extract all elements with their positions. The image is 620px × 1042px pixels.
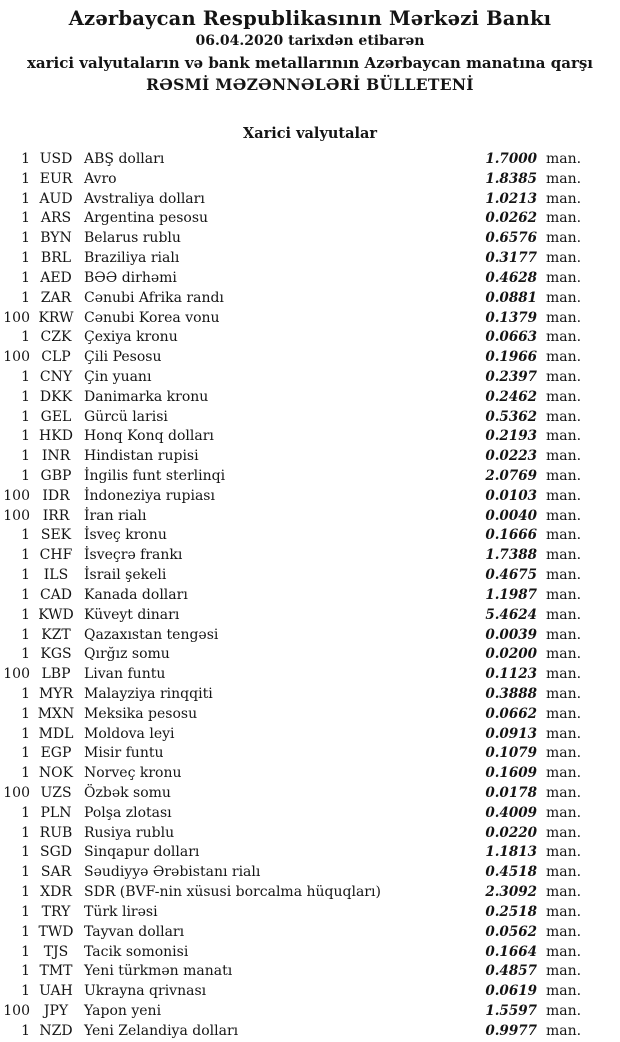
currency-rate: 0.1966 bbox=[485, 349, 537, 366]
currency-quantity: 1 bbox=[21, 468, 30, 484]
currency-unit: man. bbox=[546, 230, 582, 247]
rate-row bbox=[0, 863, 620, 883]
currency-unit: man. bbox=[546, 626, 582, 643]
currency-name: Norveç kronu bbox=[84, 765, 182, 782]
currency-name: Hindistan rupisi bbox=[84, 448, 199, 465]
currency-rate: 1.1987 bbox=[485, 586, 537, 603]
currency-unit: man. bbox=[546, 745, 582, 762]
currency-unit: man. bbox=[546, 666, 582, 683]
currency-rate: 0.0223 bbox=[485, 448, 537, 465]
rate-row bbox=[0, 190, 620, 210]
currency-unit: man. bbox=[546, 884, 582, 901]
currency-quantity: 100 bbox=[3, 666, 30, 683]
currency-rate: 0.0881 bbox=[485, 289, 537, 306]
currency-quantity: 1 bbox=[21, 547, 30, 564]
currency-name: İsrail şekeli bbox=[84, 567, 167, 584]
currency-quantity: 1 bbox=[21, 408, 30, 425]
currency-rate: 0.4628 bbox=[485, 269, 537, 286]
rate-row bbox=[0, 328, 620, 348]
currency-rate: 0.4518 bbox=[485, 864, 537, 881]
currency-code: USD bbox=[39, 151, 73, 167]
currency-code: INR bbox=[41, 448, 71, 465]
currency-code: XDR bbox=[40, 884, 72, 901]
rate-row bbox=[0, 943, 620, 963]
rate-row bbox=[0, 982, 620, 1002]
currency-rate: 1.1813 bbox=[485, 844, 537, 861]
currency-code: AED bbox=[40, 269, 72, 286]
currency-quantity: 1 bbox=[21, 685, 30, 702]
currency-code: EGP bbox=[40, 745, 72, 762]
currency-quantity: 1 bbox=[21, 923, 30, 940]
rate-row bbox=[0, 784, 620, 804]
currency-unit: man. bbox=[546, 1002, 582, 1019]
currency-code: EUR bbox=[39, 170, 73, 187]
currency-code: LBP bbox=[41, 666, 71, 683]
currency-quantity: 1 bbox=[21, 567, 30, 584]
currency-rate: 1.7388 bbox=[485, 547, 537, 564]
currency-name: Türk lirəsi bbox=[84, 903, 158, 920]
currency-name: Misir funtu bbox=[84, 745, 164, 762]
currency-quantity: 1 bbox=[21, 428, 30, 445]
currency-name: Belarus rublu bbox=[84, 230, 181, 247]
rate-row bbox=[0, 249, 620, 269]
currency-code: ARS bbox=[40, 210, 72, 227]
currency-rate: 0.2518 bbox=[485, 903, 537, 920]
currency-code: TMT bbox=[39, 963, 73, 980]
rate-row bbox=[0, 923, 620, 943]
currency-quantity: 1 bbox=[21, 864, 30, 881]
currency-rate: 0.0913 bbox=[485, 725, 537, 742]
currency-rate: 2.0769 bbox=[485, 468, 537, 484]
currency-unit: man. bbox=[546, 943, 582, 960]
currency-unit: man. bbox=[546, 983, 582, 1000]
currency-quantity: 1 bbox=[21, 884, 30, 901]
currency-name: Ukrayna qrivnası bbox=[84, 983, 207, 1000]
currency-unit: man. bbox=[546, 190, 582, 207]
currency-unit: man. bbox=[546, 725, 582, 742]
rate-row bbox=[0, 546, 620, 566]
currency-unit: man. bbox=[546, 646, 582, 663]
rate-row bbox=[0, 209, 620, 229]
rate-row bbox=[0, 685, 620, 705]
rate-row bbox=[0, 487, 620, 507]
rate-row bbox=[0, 348, 620, 368]
currency-rate: 0.2462 bbox=[485, 388, 537, 405]
currency-code: UAH bbox=[39, 983, 73, 1000]
currency-code: SGD bbox=[40, 844, 72, 861]
currency-name: Tayvan dolları bbox=[84, 923, 185, 940]
currency-name: SDR (BVF-nin xüsusi borcalma hüquqları) bbox=[84, 884, 381, 901]
currency-unit: man. bbox=[546, 586, 582, 603]
currency-unit: man. bbox=[546, 151, 582, 167]
currency-unit: man. bbox=[546, 705, 582, 722]
rate-row bbox=[0, 289, 620, 309]
currency-quantity: 1 bbox=[21, 151, 30, 167]
currency-unit: man. bbox=[546, 250, 582, 267]
currency-unit: man. bbox=[546, 170, 582, 187]
currency-rate: 0.2397 bbox=[485, 368, 537, 385]
currency-quantity: 1 bbox=[21, 1022, 30, 1039]
currency-rate: 1.5597 bbox=[485, 1002, 537, 1019]
currency-rate: 0.1609 bbox=[485, 765, 537, 782]
currency-name: Moldova leyi bbox=[84, 725, 175, 742]
currency-unit: man. bbox=[546, 804, 582, 821]
currency-quantity: 1 bbox=[21, 626, 30, 643]
currency-quantity: 1 bbox=[21, 586, 30, 603]
currency-unit: man. bbox=[546, 567, 582, 584]
currency-unit: man. bbox=[546, 507, 582, 524]
currency-code: DKK bbox=[39, 388, 73, 405]
rate-row bbox=[0, 526, 620, 546]
currency-unit: man. bbox=[546, 487, 582, 504]
currency-unit: man. bbox=[546, 963, 582, 980]
rate-row bbox=[0, 150, 620, 170]
currency-quantity: 1 bbox=[21, 824, 30, 841]
currency-rate: 0.4009 bbox=[485, 804, 537, 821]
currency-code: SAR bbox=[40, 864, 72, 881]
currency-name: Yapon yeni bbox=[84, 1002, 162, 1019]
currency-unit: man. bbox=[546, 685, 582, 702]
currency-name: Malayziya rinqqiti bbox=[84, 685, 213, 702]
currency-code: CZK bbox=[40, 329, 72, 346]
currency-code: BYN bbox=[40, 230, 72, 247]
currency-quantity: 1 bbox=[21, 388, 30, 405]
currency-code: AUD bbox=[39, 190, 73, 207]
currency-rate: 0.1664 bbox=[485, 943, 537, 960]
currency-quantity: 1 bbox=[21, 170, 30, 187]
subject-line: xarici valyutaların və bank metallarının Azərbaycan manatına qarşı bbox=[26, 54, 594, 72]
currency-name: Avro bbox=[84, 170, 117, 187]
currency-rate: 0.0178 bbox=[485, 785, 537, 801]
currency-name: Səudiyyə Ərəbistanı rialı bbox=[84, 864, 261, 881]
currency-unit: man. bbox=[546, 468, 582, 484]
currency-unit: man. bbox=[546, 844, 582, 861]
currency-unit: man. bbox=[546, 408, 582, 425]
currency-rate: 0.1079 bbox=[485, 745, 537, 762]
currency-code: CNY bbox=[39, 368, 73, 385]
currency-quantity: 100 bbox=[3, 487, 30, 504]
currency-code: KZT bbox=[41, 626, 71, 643]
currency-unit: man. bbox=[546, 269, 582, 286]
currency-name: Livan funtu bbox=[84, 666, 166, 683]
rate-row bbox=[0, 606, 620, 626]
currency-quantity: 100 bbox=[3, 785, 30, 801]
currency-quantity: 1 bbox=[21, 943, 30, 960]
currency-quantity: 1 bbox=[21, 289, 30, 306]
currency-code: NZD bbox=[39, 1022, 73, 1039]
currency-name: İndoneziya rupiası bbox=[84, 487, 215, 504]
currency-rate: 0.9977 bbox=[485, 1022, 537, 1039]
currency-quantity: 100 bbox=[3, 507, 30, 524]
currency-code: PLN bbox=[40, 804, 72, 821]
currency-rate: 0.1666 bbox=[485, 527, 537, 544]
rate-row bbox=[0, 467, 620, 487]
rate-row bbox=[0, 229, 620, 249]
currency-name: Yeni türkmən manatı bbox=[84, 963, 233, 980]
rate-row bbox=[0, 368, 620, 388]
currency-unit: man. bbox=[546, 527, 582, 544]
rate-row bbox=[0, 804, 620, 824]
currency-rate: 0.0262 bbox=[485, 210, 537, 227]
currency-unit: man. bbox=[546, 1022, 582, 1039]
currency-name: Qırğız somu bbox=[84, 646, 170, 663]
currency-quantity: 1 bbox=[21, 329, 30, 346]
rate-row bbox=[0, 764, 620, 784]
rate-row bbox=[0, 883, 620, 903]
rate-row bbox=[0, 447, 620, 467]
currency-name: Danimarka kronu bbox=[84, 388, 209, 405]
currency-quantity: 100 bbox=[3, 309, 30, 326]
currency-rate: 0.6576 bbox=[485, 230, 537, 247]
currency-name: Polşa zlotası bbox=[84, 804, 172, 821]
currency-rate: 0.0662 bbox=[485, 705, 537, 722]
currency-name: Sinqapur dolları bbox=[84, 844, 200, 861]
currency-rate: 0.0220 bbox=[485, 824, 537, 841]
currency-code: TJS bbox=[43, 943, 69, 960]
currency-code: NOK bbox=[38, 765, 74, 782]
currency-quantity: 1 bbox=[21, 804, 30, 821]
currency-unit: man. bbox=[546, 547, 582, 564]
rate-row bbox=[0, 170, 620, 190]
currency-unit: man. bbox=[546, 864, 582, 881]
currency-code: JPY bbox=[43, 1002, 69, 1019]
currency-quantity: 1 bbox=[21, 269, 30, 286]
currency-quantity: 1 bbox=[21, 765, 30, 782]
currency-unit: man. bbox=[546, 765, 582, 782]
currency-name: Qazaxıstan tengəsi bbox=[84, 626, 219, 643]
currency-name: İngilis funt sterlinqi bbox=[84, 468, 226, 484]
currency-name: Cənubi Korea vonu bbox=[84, 309, 220, 326]
currency-unit: man. bbox=[546, 210, 582, 227]
currency-name: ABŞ dolları bbox=[84, 151, 165, 167]
currency-quantity: 1 bbox=[21, 250, 30, 267]
currency-rate: 0.0200 bbox=[485, 646, 537, 663]
rate-row bbox=[0, 586, 620, 606]
rate-row bbox=[0, 1002, 620, 1022]
currency-unit: man. bbox=[546, 289, 582, 306]
rate-row bbox=[0, 566, 620, 586]
currency-rate: 2.3092 bbox=[485, 884, 537, 901]
rate-row bbox=[0, 824, 620, 844]
currency-code: SEK bbox=[40, 527, 72, 544]
rate-row bbox=[0, 843, 620, 863]
rate-row bbox=[0, 962, 620, 982]
rate-row bbox=[0, 269, 620, 289]
currency-code: HKD bbox=[39, 428, 73, 445]
currency-quantity: 1 bbox=[21, 210, 30, 227]
currency-name: Meksika pesosu bbox=[84, 705, 198, 722]
currency-quantity: 100 bbox=[3, 1002, 30, 1019]
rate-row bbox=[0, 1022, 620, 1042]
currency-unit: man. bbox=[546, 368, 582, 385]
currency-name: BƏƏ dirhəmi bbox=[84, 269, 177, 286]
currency-name: İran rialı bbox=[84, 507, 147, 524]
currency-rate: 0.0103 bbox=[485, 487, 537, 504]
currency-unit: man. bbox=[546, 388, 582, 405]
currency-code: CLP bbox=[41, 349, 71, 366]
currency-unit: man. bbox=[546, 923, 582, 940]
currency-code: CAD bbox=[39, 586, 73, 603]
currency-unit: man. bbox=[546, 824, 582, 841]
currency-name: Rusiya rublu bbox=[84, 824, 175, 841]
currency-name: Çin yuanı bbox=[84, 368, 152, 385]
rate-row bbox=[0, 427, 620, 447]
currency-name: Braziliya rialı bbox=[84, 250, 180, 267]
currency-rate: 0.5362 bbox=[485, 408, 537, 425]
currency-rate: 0.0562 bbox=[485, 923, 537, 940]
currency-name: Çexiya kronu bbox=[84, 329, 178, 346]
currency-quantity: 1 bbox=[21, 725, 30, 742]
currency-code: ILS bbox=[43, 567, 69, 584]
currency-quantity: 1 bbox=[21, 963, 30, 980]
currency-unit: man. bbox=[546, 349, 582, 366]
rate-row bbox=[0, 903, 620, 923]
currency-rate: 0.4675 bbox=[485, 567, 537, 584]
bank-name: Azərbaycan Respublikasının Mərkəzi Bankı bbox=[68, 7, 552, 30]
currency-code: MDL bbox=[38, 725, 74, 742]
currency-code: GEL bbox=[40, 408, 72, 425]
section-title-foreign-currencies: Xarici valyutalar bbox=[242, 125, 378, 142]
currency-name: Argentina pesosu bbox=[84, 210, 209, 227]
rate-row bbox=[0, 408, 620, 428]
currency-quantity: 100 bbox=[3, 349, 30, 366]
currency-rate: 0.0619 bbox=[485, 983, 537, 1000]
currency-name: Gürcü larisi bbox=[84, 408, 168, 425]
currency-unit: man. bbox=[546, 903, 582, 920]
currency-code: IDR bbox=[42, 487, 70, 504]
currency-code: KGS bbox=[40, 646, 72, 663]
currency-unit: man. bbox=[546, 329, 582, 346]
rate-row bbox=[0, 744, 620, 764]
currency-rate: 0.4857 bbox=[485, 963, 537, 980]
currency-code: KRW bbox=[38, 309, 74, 326]
currency-rate: 0.1123 bbox=[485, 666, 537, 683]
currency-name: İsveç kronu bbox=[84, 527, 167, 544]
currency-quantity: 1 bbox=[21, 983, 30, 1000]
currency-quantity: 1 bbox=[21, 448, 30, 465]
currency-code: RUB bbox=[39, 824, 73, 841]
bulletin-header bbox=[0, 0, 620, 96]
currency-code: BRL bbox=[40, 250, 72, 267]
currency-quantity: 1 bbox=[21, 527, 30, 544]
currency-rate: 0.1379 bbox=[485, 309, 537, 326]
currency-name: Cənubi Afrika randı bbox=[84, 289, 224, 306]
currency-quantity: 1 bbox=[21, 705, 30, 722]
currency-unit: man. bbox=[546, 785, 582, 801]
rate-row bbox=[0, 665, 620, 685]
rate-row bbox=[0, 507, 620, 527]
currency-code: ZAR bbox=[40, 289, 72, 306]
currency-rate: 0.0663 bbox=[485, 329, 537, 346]
currency-code: KWD bbox=[38, 606, 74, 623]
currency-quantity: 1 bbox=[21, 646, 30, 663]
currency-unit: man. bbox=[546, 309, 582, 326]
currency-rate: 1.8385 bbox=[485, 170, 537, 187]
currency-code: CHF bbox=[39, 547, 73, 564]
currency-name: Kanada dolları bbox=[84, 586, 188, 603]
rate-row bbox=[0, 725, 620, 745]
currency-name: Küveyt dinarı bbox=[84, 606, 180, 623]
currency-code: UZS bbox=[40, 785, 72, 801]
rates-table bbox=[0, 150, 620, 1042]
rate-row bbox=[0, 309, 620, 329]
currency-rate: 0.0040 bbox=[485, 507, 537, 524]
currency-quantity: 1 bbox=[21, 230, 30, 247]
currency-name: İsveçrə frankı bbox=[84, 547, 183, 564]
currency-quantity: 1 bbox=[21, 745, 30, 762]
currency-quantity: 1 bbox=[21, 368, 30, 385]
currency-rate: 0.3888 bbox=[485, 685, 537, 702]
currency-name: Özbək somu bbox=[84, 785, 171, 801]
currency-code: TWD bbox=[38, 923, 74, 940]
effective-date-line: 06.04.2020 tarixdən etibarən bbox=[195, 33, 425, 49]
currency-code: TRY bbox=[41, 903, 71, 920]
currency-quantity: 1 bbox=[21, 844, 30, 861]
rate-row bbox=[0, 645, 620, 665]
currency-rate: 1.0213 bbox=[485, 190, 537, 207]
rate-row bbox=[0, 626, 620, 646]
currency-name: Çili Pesosu bbox=[84, 349, 162, 366]
currency-name: Avstraliya dolları bbox=[84, 190, 205, 207]
currency-rate: 0.2193 bbox=[485, 428, 537, 445]
currency-quantity: 1 bbox=[21, 606, 30, 623]
currency-code: IRR bbox=[42, 507, 70, 524]
currency-rate: 0.3177 bbox=[485, 250, 537, 267]
currency-quantity: 1 bbox=[21, 903, 30, 920]
currency-code: MXN bbox=[37, 705, 75, 722]
currency-code: MYR bbox=[38, 685, 74, 702]
currency-unit: man. bbox=[546, 428, 582, 445]
currency-code: GBP bbox=[40, 468, 72, 484]
bulletin-title: RƏSMİ MƏZƏNNƏLƏRİ BÜLLETENİ bbox=[146, 75, 474, 94]
currency-rate: 5.4624 bbox=[485, 606, 537, 623]
currency-rate: 1.7000 bbox=[485, 151, 537, 167]
currency-rate: 0.0039 bbox=[485, 626, 537, 643]
currency-unit: man. bbox=[546, 448, 582, 465]
rate-row bbox=[0, 388, 620, 408]
currency-quantity: 1 bbox=[21, 190, 30, 207]
rate-row bbox=[0, 705, 620, 725]
currency-name: Yeni Zelandiya dolları bbox=[84, 1022, 239, 1039]
currency-name: Honq Konq dolları bbox=[84, 428, 214, 445]
currency-name: Tacik somonisi bbox=[84, 943, 189, 960]
currency-unit: man. bbox=[546, 606, 582, 623]
